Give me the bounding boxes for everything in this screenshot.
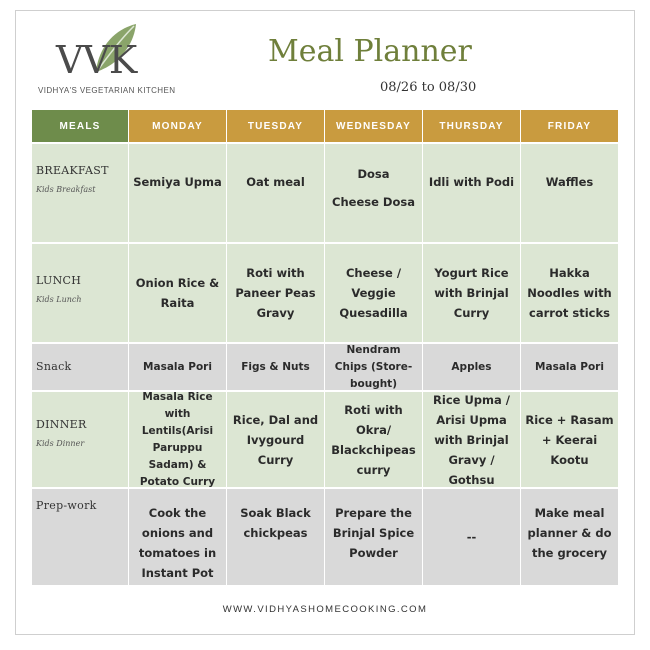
prep-wednesday: Prepare the Brinjal Spice Powder (325, 489, 423, 587)
header-monday: MONDAY (129, 110, 227, 144)
prep-friday: Make meal planner & do the grocery (521, 489, 619, 587)
prep-row (32, 489, 620, 587)
dinner-friday: Rice + Rasam + Keerai Kootu (521, 392, 619, 489)
meal-grid (32, 110, 620, 587)
prep-tuesday: Soak Black chickpeas (227, 489, 325, 587)
breakfast-sublabel: Kids Breakfast (36, 185, 96, 194)
breakfast-tuesday: Oat meal (227, 144, 325, 244)
breakfast-row (32, 144, 620, 244)
logo-subtitle: VIDHYA'S VEGETARIAN KITCHEN (38, 86, 176, 95)
page-title: Meal Planner (268, 34, 472, 69)
header-tuesday: TUESDAY (227, 110, 325, 144)
logo-letters: VVK (56, 38, 137, 82)
lunch-label: LUNCH (36, 274, 82, 287)
snack-friday: Masala Pori (521, 344, 619, 392)
snack-label-cell (32, 344, 129, 392)
dinner-wednesday: Roti with Okra/ Blackchipeas curry (325, 392, 423, 489)
lunch-friday: Hakka Noodles with carrot sticks (521, 244, 619, 344)
header-wednesday: WEDNESDAY (325, 110, 423, 144)
header-row (32, 110, 620, 144)
snack-label: Snack (36, 360, 72, 373)
lunch-label-cell (32, 244, 129, 344)
breakfast-wednesday: Dosa Cheese Dosa (325, 144, 423, 244)
header-thursday: THURSDAY (423, 110, 521, 144)
logo (38, 22, 188, 102)
breakfast-monday: Semiya Upma (129, 144, 227, 244)
breakfast-label: BREAKFAST (36, 164, 109, 177)
dinner-tuesday: Rice, Dal and Ivygourd Curry (227, 392, 325, 489)
prep-thursday: -- (423, 489, 521, 587)
header-meals: MEALS (32, 110, 129, 144)
date-range: 08/26 to 08/30 (380, 80, 477, 95)
dinner-label: DINNER (36, 418, 87, 431)
breakfast-label-cell (32, 144, 129, 244)
dinner-monday: Masala Rice with Lentils(Arisi Paruppu Sadam) & Potato Curry (129, 392, 227, 489)
lunch-monday: Onion Rice & Raita (129, 244, 227, 344)
website-footer: WWW.VIDHYASHOMECOOKING.COM (222, 604, 428, 615)
lunch-row (32, 244, 620, 344)
lunch-wednesday: Cheese / Veggie Quesadilla (325, 244, 423, 344)
dinner-thursday: Rice Upma / Arisi Upma with Brinjal Gravy / Gothsu (423, 392, 521, 489)
dinner-row (32, 392, 620, 489)
snack-monday: Masala Pori (129, 344, 227, 392)
prep-label-cell (32, 489, 129, 587)
snack-tuesday: Figs & Nuts (227, 344, 325, 392)
lunch-thursday: Yogurt Rice with Brinjal Curry (423, 244, 521, 344)
prep-monday: Cook the onions and tomatoes in Instant Pot (129, 489, 227, 587)
lunch-tuesday: Roti with Paneer Peas Gravy (227, 244, 325, 344)
dinner-label-cell (32, 392, 129, 489)
header-friday: FRIDAY (521, 110, 619, 144)
snack-row (32, 344, 620, 392)
snack-wednesday: Nendram Chips (Store-bought) (325, 344, 423, 392)
lunch-sublabel: Kids Lunch (36, 295, 82, 304)
breakfast-friday: Waffles (521, 144, 619, 244)
prep-label: Prep-work (36, 499, 97, 512)
breakfast-thursday: Idli with Podi (423, 144, 521, 244)
snack-thursday: Apples (423, 344, 521, 392)
dinner-sublabel: Kids Dinner (36, 439, 85, 448)
